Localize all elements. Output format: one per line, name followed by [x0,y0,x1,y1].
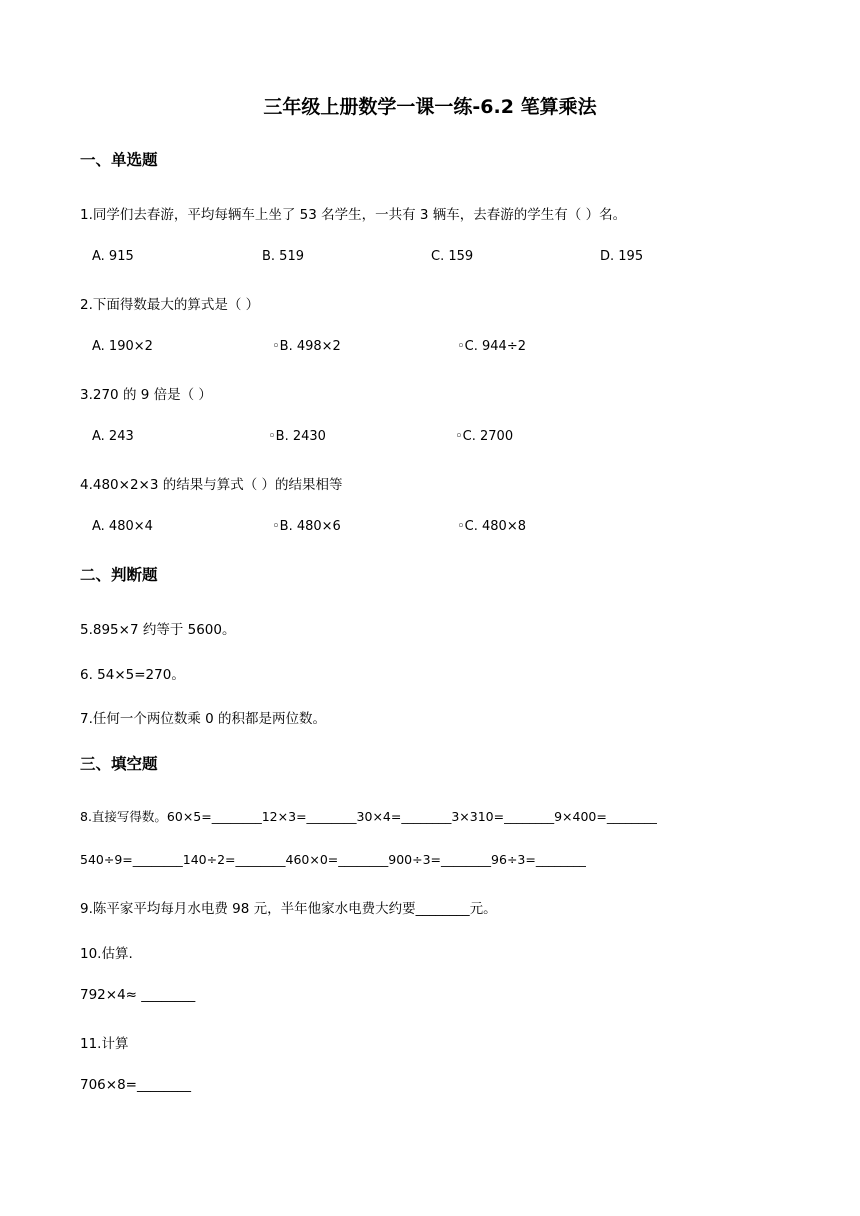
q2-option-a: A. 190×2 [92,339,153,354]
question-5: 5.895×7 约等于 5600。 [80,622,236,638]
question-1: 1.同学们去春游，平均每辆车上坐了 53 名学生，一共有 3 辆车，去春游的学生有（ ）名。 [80,207,627,223]
q3-option-c: ◦C. 2700 [455,429,514,444]
question-10: 10.估算. [80,946,133,962]
q1-option-d: D. 195 [600,249,644,264]
question-3: 3.270 的 9 倍是（ ） [80,387,212,403]
q2-option-b: ◦B. 498×2 [272,339,341,354]
question-8-line-2: 540÷9=________140÷2=________460×0=________900÷3=________96÷3=________ [80,852,586,867]
q1-option-c: C. 159 [431,249,474,264]
question-6: 6. 54×5=270。 [80,667,185,683]
section-heading-fill-blank: 三、填空题 [80,755,158,773]
section-heading-true-false: 二、判断题 [80,566,158,584]
question-7: 7.任何一个两位数乘 0 的积都是两位数。 [80,711,327,727]
section-heading-single-choice: 一、单选题 [80,151,158,169]
q4-option-a: A. 480×4 [92,519,153,534]
q1-option-a: A. 915 [92,249,134,264]
q3-option-a: A. 243 [92,429,134,444]
q3-option-b: ◦B. 2430 [268,429,326,444]
question-11-line: 706×8=________ [80,1077,191,1093]
question-10-line: 792×4≈ ________ [80,987,196,1003]
question-4: 4.480×2×3 的结果与算式（ ）的结果相等 [80,477,343,493]
question-8-line-1: 8.直接写得数。60×5=________12×3=________30×4=________3×310=________9×400=________ [80,809,657,824]
document-title: 三年级上册数学一课一练-6.2 笔算乘法 [263,96,597,118]
question-2: 2.下面得数最大的算式是（ ） [80,297,260,313]
q4-option-b: ◦B. 480×6 [272,519,341,534]
question-11: 11.计算 [80,1036,129,1052]
question-9: 9.陈平家平均每月水电费 98 元，半年他家水电费大约要________元。 [80,901,497,917]
q4-option-c: ◦C. 480×8 [457,519,526,534]
q2-option-c: ◦C. 944÷2 [457,339,526,354]
q1-option-b: B. 519 [262,249,304,264]
